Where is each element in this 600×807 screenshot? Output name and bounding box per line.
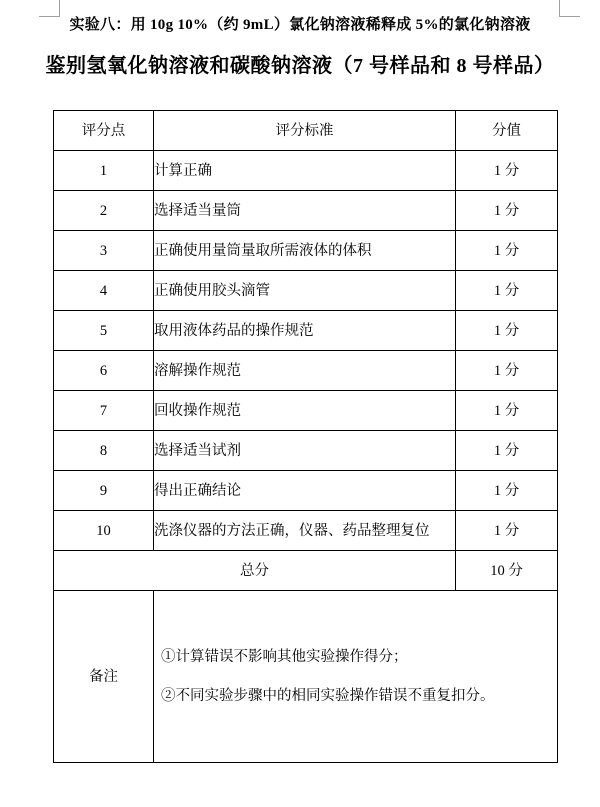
col-header-point: 评分点 — [54, 111, 154, 151]
scoring-table — [53, 110, 558, 763]
point-cell: 10 — [54, 511, 154, 551]
table-row — [54, 431, 558, 471]
total-score: 10 分 — [456, 551, 558, 591]
criteria-cell: 正确使用量筒量取所需液体的体积 — [154, 231, 456, 271]
crop-mark-top-right — [559, 0, 580, 17]
criteria-cell: 选择适当量筒 — [154, 191, 456, 231]
table-row — [54, 471, 558, 511]
point-cell: 7 — [54, 391, 154, 431]
point-cell: 3 — [54, 231, 154, 271]
remarks-row — [54, 591, 558, 763]
score-cell: 1 分 — [456, 191, 558, 231]
remarks-line-1: ①计算错误不影响其他实验操作得分； — [161, 648, 408, 665]
point-cell: 5 — [54, 311, 154, 351]
criteria-cell: 取用液体药品的操作规范 — [154, 311, 456, 351]
score-cell: 1 分 — [456, 311, 558, 351]
criteria-cell: 得出正确结论 — [154, 471, 456, 511]
score-cell: 1 分 — [456, 471, 558, 511]
col-header-criteria: 评分标准 — [154, 111, 456, 151]
table-row — [54, 351, 558, 391]
table-row — [54, 231, 558, 271]
point-cell: 9 — [54, 471, 154, 511]
score-cell: 1 分 — [456, 231, 558, 271]
criteria-cell: 溶解操作规范 — [154, 351, 456, 391]
table-row — [54, 311, 558, 351]
point-cell: 4 — [54, 271, 154, 311]
page-title-line2: 鉴别氢氧化钠溶液和碳酸钠溶液（7 号样品和 8 号样品） — [45, 55, 555, 77]
point-cell: 8 — [54, 431, 154, 471]
criteria-cell: 回收操作规范 — [154, 391, 456, 431]
remarks-label: 备注 — [54, 591, 154, 763]
score-cell: 1 分 — [456, 351, 558, 391]
score-cell: 1 分 — [456, 271, 558, 311]
table-row — [54, 151, 558, 191]
table-row — [54, 511, 558, 551]
point-cell: 6 — [54, 351, 154, 391]
score-cell: 1 分 — [456, 511, 558, 551]
page-title-line1: 实验八：用 10g 10%（约 9mL）氯化钠溶液稀释成 5%的氯化钠溶液 — [69, 17, 531, 33]
table-row — [54, 271, 558, 311]
criteria-cell: 选择适当试剂 — [154, 431, 456, 471]
table-row — [54, 191, 558, 231]
total-label: 总分 — [54, 551, 456, 591]
total-row — [54, 551, 558, 591]
point-cell: 1 — [54, 151, 154, 191]
criteria-cell: 正确使用胶头滴管 — [154, 271, 456, 311]
criteria-cell: 洗涤仪器的方法正确，仪器、药品整理复位 — [154, 511, 456, 551]
point-cell: 2 — [54, 191, 154, 231]
score-cell: 1 分 — [456, 431, 558, 471]
col-header-score: 分值 — [456, 111, 558, 151]
score-cell: 1 分 — [456, 391, 558, 431]
criteria-cell: 计算正确 — [154, 151, 456, 191]
remarks-content — [154, 591, 558, 763]
table-header-row — [54, 111, 558, 151]
table-row — [54, 391, 558, 431]
remarks-line-2: ②不同实验步骤中的相同实验操作错误不重复扣分。 — [161, 687, 495, 704]
crop-mark-top-left — [39, 0, 60, 17]
score-cell: 1 分 — [456, 151, 558, 191]
